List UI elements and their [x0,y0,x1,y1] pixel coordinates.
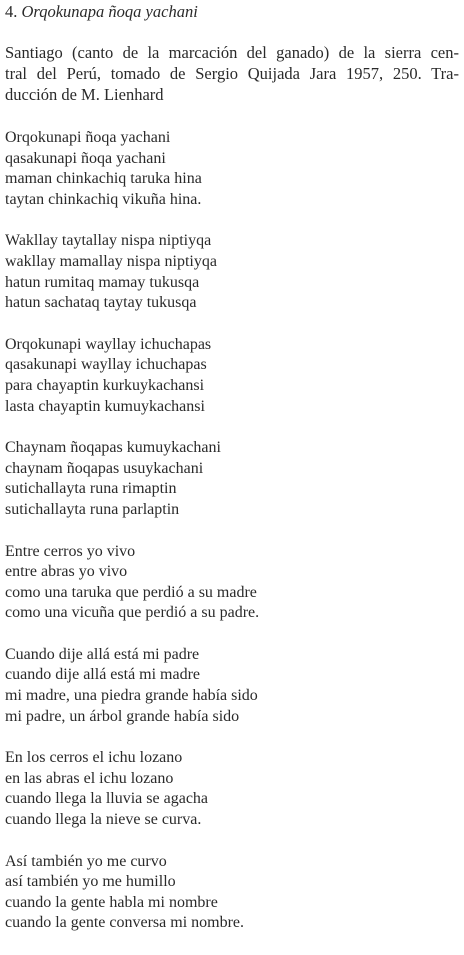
verse-line: lasta chayaptin kumuykachansi [5,397,205,415]
verse-line: Cuando dije allá está mi padre [5,645,200,663]
stanza [5,645,459,727]
verse-line: hatun rumitaq mamay tukusqa [5,273,200,291]
source-note-line: ducción de M. Lienhard [5,85,164,104]
verse-line: Chaynam ñoqapas kumuykachani [5,439,221,457]
verse-line: wakllay mamallay nispa niptiyqa [5,252,217,270]
verse-line: qasakunapi ñoqa yachani [5,149,166,167]
verse-line: En los cerros el ichu lozano [5,749,183,767]
verse-line: como una vicuña que perdió a su padre. [5,604,260,622]
verse-line: cuando la gente conversa mi nombre. [5,914,245,932]
verse-line: taytan chinkachiq vikuña hina. [5,190,202,208]
verse-line: mi padre, un árbol grande había sido [5,707,240,725]
stanza [5,438,459,520]
verse-line: cuando la gente habla mi nombre [5,893,218,911]
stanza [5,852,459,934]
verse-line: Orqokunapi wayllay ichuchapas [5,335,212,353]
stanza [5,231,459,313]
poem-heading [5,0,459,22]
source-note-line: Santiago (canto de la marcación del ganado) de la sierra cen- [5,43,459,62]
verse-line: Wakllay taytallay nispa niptiyqa [5,232,212,250]
stanza [5,542,459,624]
source-note [5,42,459,105]
poem-body [5,128,459,934]
stanza [5,748,459,830]
verse-line: qasakunapi wayllay ichuchapas [5,356,207,374]
verse-line: como una taruka que perdió a su madre [5,583,257,601]
verse-line: mi madre, una piedra grande había sido [5,687,258,705]
verse-line: cuando llega la nieve se curva. [5,811,202,829]
source-note-line: tral del Perú, tomado de Sergio Quijada Jara 1957, 250. Tra- [5,64,459,83]
verse-line: entre abras yo vivo [5,563,128,581]
verse-line: chaynam ñoqapas usuykachani [5,459,204,477]
stanza [5,335,459,417]
verse-line: sutichallayta runa rimaptin [5,480,177,498]
verse-line: hatun sachataq taytay tukusqa [5,294,197,312]
verse-line: maman chinkachiq taruka hina [5,170,202,188]
verse-line: Entre cerros yo vivo [5,542,136,560]
verse-line: así también yo me humillo [5,873,176,891]
verse-line: Orqokunapi ñoqa yachani [5,129,171,146]
verse-line: para chayaptin kurkuykachansi [5,376,205,394]
verse-line: cuando llega la lluvia se agacha [5,790,209,808]
verse-line: cuando dije allá está mi madre [5,666,201,684]
stanza [5,128,459,210]
poem-title: Orqokunapa ñoqa yachani [21,2,198,21]
poem-number: 4. [5,2,18,21]
document-page [5,0,459,955]
verse-line: en las abras el ichu lozano [5,769,174,787]
verse-line: Así también yo me curvo [5,852,167,870]
verse-line: sutichallayta runa parlaptin [5,500,180,518]
